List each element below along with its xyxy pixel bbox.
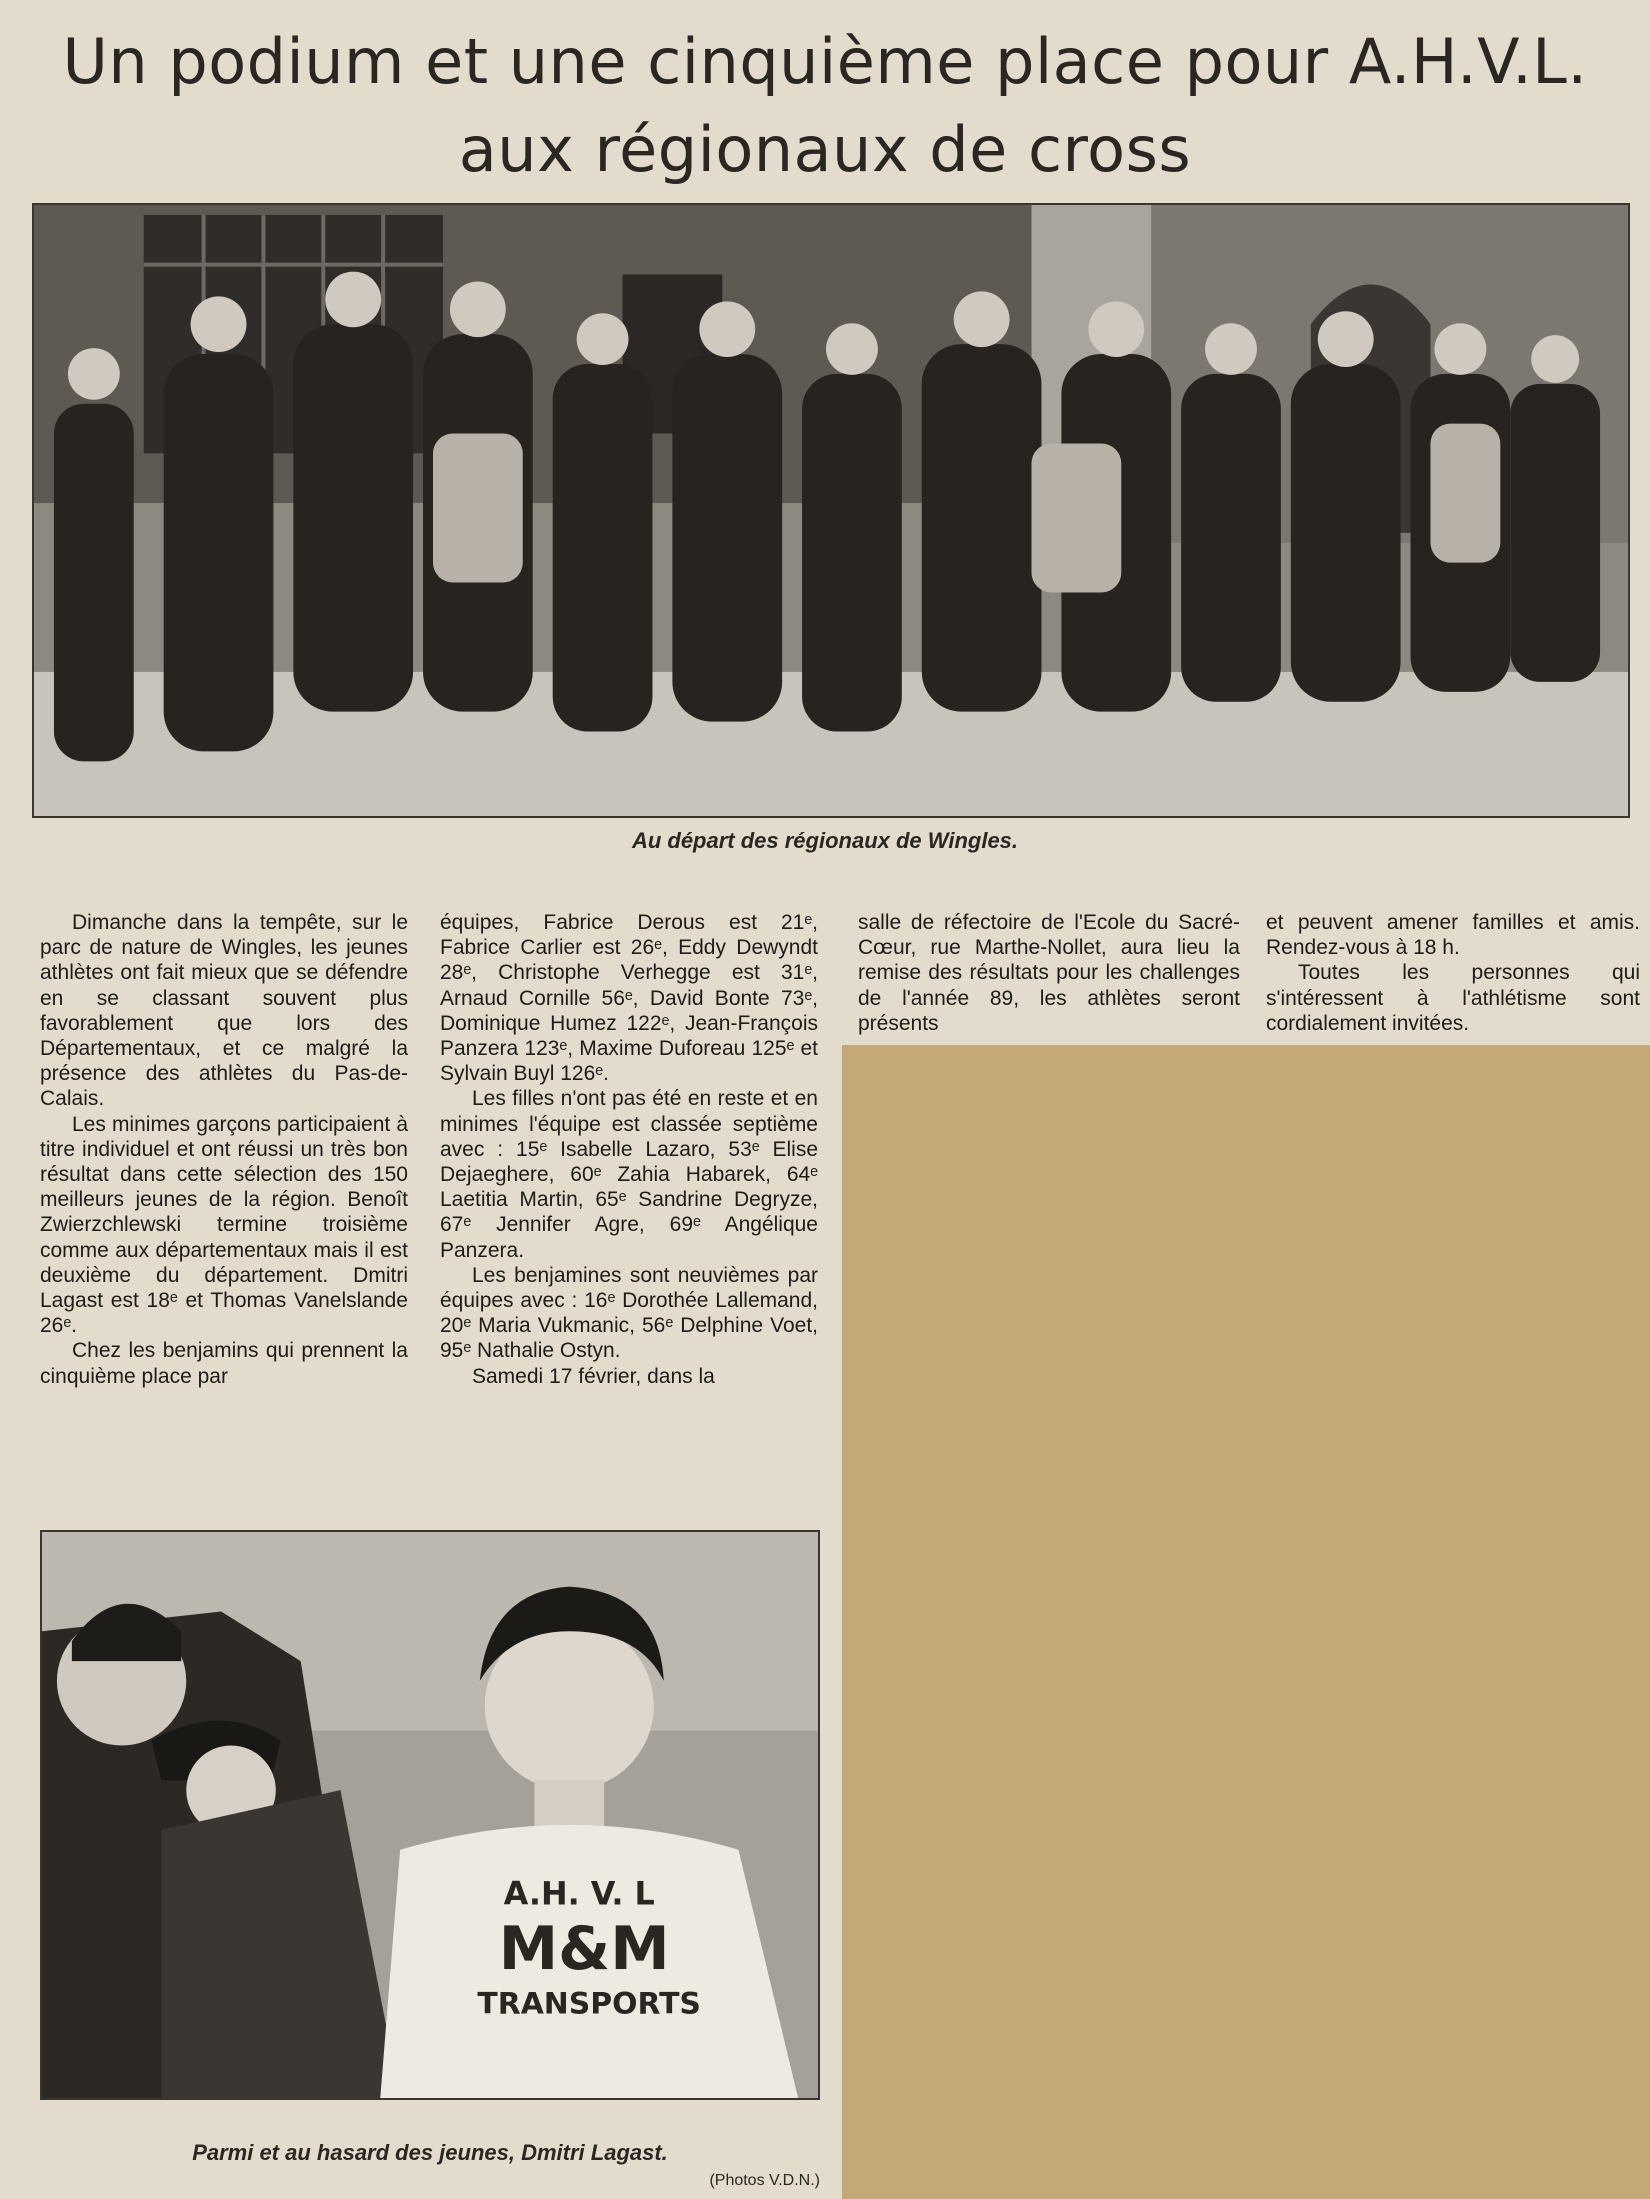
headline-line-1: Un podium et une cinquième place pour A.H.V.L. bbox=[62, 25, 1588, 98]
portrait-photo-image bbox=[42, 1532, 818, 2098]
shirt-text-line-2: M&M bbox=[498, 1914, 670, 1984]
column-2-paragraph-3: Les benjamines sont neuvièmes par équipes avec : 16ᵉ Dorothée Lallemand, 20ᵉ Maria Vukmanic, 56ᵉ Delphine Voet, 95ᵉ Nathalie Ostyn. bbox=[440, 1263, 818, 1363]
article-column-4 bbox=[1266, 910, 1640, 1036]
column-2-paragraph-2: Les filles n'ont pas été en reste et en minimes l'équipe est classée septième avec : 15ᵉ Isabelle Lazaro, 53ᵉ Elise Dejaeghere, 60ᵉ Zahia Habarek, 64ᵉ Laetitia Martin, 65ᵉ Sandrine Degryze, 67ᵉ Jennifer Agre, 69ᵉ Angélique Panzera. bbox=[440, 1087, 818, 1262]
headline-line-2: aux régionaux de cross bbox=[458, 113, 1192, 186]
shirt-text-line-1: A.H. V. L bbox=[503, 1875, 655, 1913]
column-3-paragraph-1: salle de réfectoire de l'Ecole du Sacré-Cœur, rue Marthe-Nollet, aura lieu la remise des résultats pour les challenges de l'année 89, les athlètes seront présents bbox=[858, 911, 1240, 1035]
portrait-photo bbox=[40, 1530, 820, 2100]
portrait-photo-caption: Parmi et au hasard des jeunes, Dmitri Lagast. bbox=[192, 2140, 668, 2165]
column-2-paragraph-1: équipes, Fabrice Derous est 21ᵉ, Fabrice Carlier est 26ᵉ, Eddy Dewyndt 28ᵉ, Christophe Verhegge est 31ᵉ, Arnaud Cornille 56ᵉ, David Bonte 73ᵉ, Dominique Humez 122ᵉ, Jean-François Panzera 123ᵉ, Maxime Duforeau 125ᵉ et Sylvain Buyl 126ᵉ. bbox=[440, 911, 818, 1086]
column-4-paragraph-1: et peuvent amener familles et amis. Rendez-vous à 18 h. bbox=[1266, 911, 1640, 960]
headline bbox=[0, 18, 1650, 194]
shirt-text-line-3: TRANSPORTS bbox=[477, 1986, 701, 2022]
column-1-paragraph-1: Dimanche dans la tempête, sur le parc de nature de Wingles, les jeunes athlètes ont fait mieux que se défendre en se classant souvent plus favorablement que lors des Départementaux, et ce malgré la présence des athlètes du Pas-de-Calais. bbox=[40, 911, 408, 1111]
column-1-paragraph-2: Les minimes garçons participaient à titre individuel et ont réussi un très bon résultat dans cette sélection des 150 meilleurs jeunes de la région. Benoît Zwierzchlewski termine troisième comme aux départementaux mais il est deuxième du département. Dmitri Lagast est 18ᵉ et Thomas Vanelslande 26ᵉ. bbox=[40, 1112, 408, 1338]
photo-credit: (Photos V.D.N.) bbox=[709, 2172, 820, 2189]
column-4-paragraph-2: Toutes les personnes qui s'intéressent à l'athlétisme sont cordialement invitées. bbox=[1266, 961, 1640, 1035]
group-photo-image bbox=[34, 205, 1628, 816]
column-2-paragraph-4: Samedi 17 février, dans la bbox=[472, 1364, 715, 1388]
column-1-paragraph-3: Chez les benjamins qui prennent la cinquième place par bbox=[40, 1339, 408, 1388]
article-column-1 bbox=[40, 910, 408, 1389]
article-column-3 bbox=[858, 910, 1240, 1036]
group-photo-caption: Au départ des régionaux de Wingles. bbox=[631, 828, 1019, 853]
article-column-2 bbox=[440, 910, 818, 1389]
group-photo bbox=[32, 203, 1630, 818]
